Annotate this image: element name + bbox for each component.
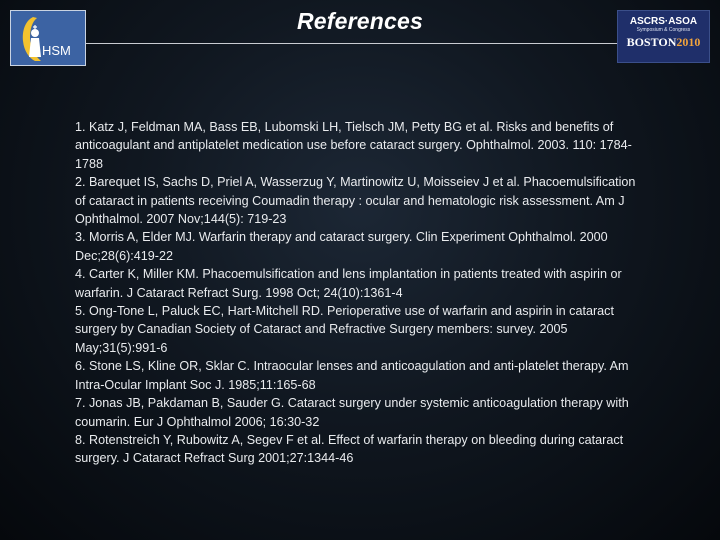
- logo-city-year: [618, 36, 709, 49]
- reference-item: 6. Stone LS, Kline OR, Sklar C. Intraocular lenses and anticoagulation and anti-platelet therapy. Am Intra-Ocular Implant Soc J. 1985;11:165-68: [75, 359, 629, 392]
- references-list: [75, 118, 645, 468]
- title-rule: [86, 43, 617, 44]
- reference-item: 5. Ong-Tone L, Paluck EC, Hart-Mitchell RD. Perioperative use of warfarin and aspirin in cataract surgery by Canadian Society of Cataract and Refractive Surgery members: survey. 2005 May;31(5):991-6: [75, 304, 614, 355]
- reference-item: 1. Katz J, Feldman MA, Bass EB, Lubomski LH, Tielsch JM, Petty BG et al. Risks and benefits of anticoagulant and antiplatelet medication use before cataract surgery. Ophthalmol. 2003. 110: 1784-1788: [75, 120, 632, 171]
- logo-year: 2010: [676, 35, 701, 49]
- logo-event-text: Symposium & Congress: [636, 27, 691, 33]
- reference-item: 8. Rotenstreich Y, Rubowitz A, Segev F et al. Effect of warfarin therapy on bleeding during cataract surgery. J Cataract Refract Surg 2001;27:1344-46: [75, 432, 624, 466]
- reference-item: 7. Jonas JB, Pakdaman B, Sauder G. Cataract surgery under systemic anticoagulation therapy with coumarin. Eur J Ophthalmol 2006; 16:30-32: [75, 396, 629, 429]
- logo-city: BOSTON: [626, 35, 677, 49]
- reference-item: 3. Morris A, Elder MJ. Warfarin therapy and cataract surgery. Clin Experiment Ophthalmol. 2000 Dec;28(6):419-22: [75, 230, 608, 263]
- page-title: References: [296, 8, 424, 34]
- hsm-logo-text: HSM: [42, 43, 71, 58]
- ascrs-asoa-boston-2010-logo: [617, 10, 710, 63]
- reference-item: 2. Barequet IS, Sachs D, Priel A, Wasserzug Y, Martinowitz U, Moisseiev J et al. Phacoemulsification of cataract in patients receiving Coumadin therapy : ocular and hematologic risk assessment. Am J Ophthalmol. 2007 Nov;144(5): 719-23: [75, 175, 636, 227]
- logo-org-text: ASCRS·ASOA: [629, 16, 698, 27]
- reference-item: 4. Carter K, Miller KM. Phacoemulsification and lens implantation in patients treated with aspirin or warfarin. J Cataract Refract Surg. 1998 Oct; 24(10):1361-4: [75, 267, 622, 300]
